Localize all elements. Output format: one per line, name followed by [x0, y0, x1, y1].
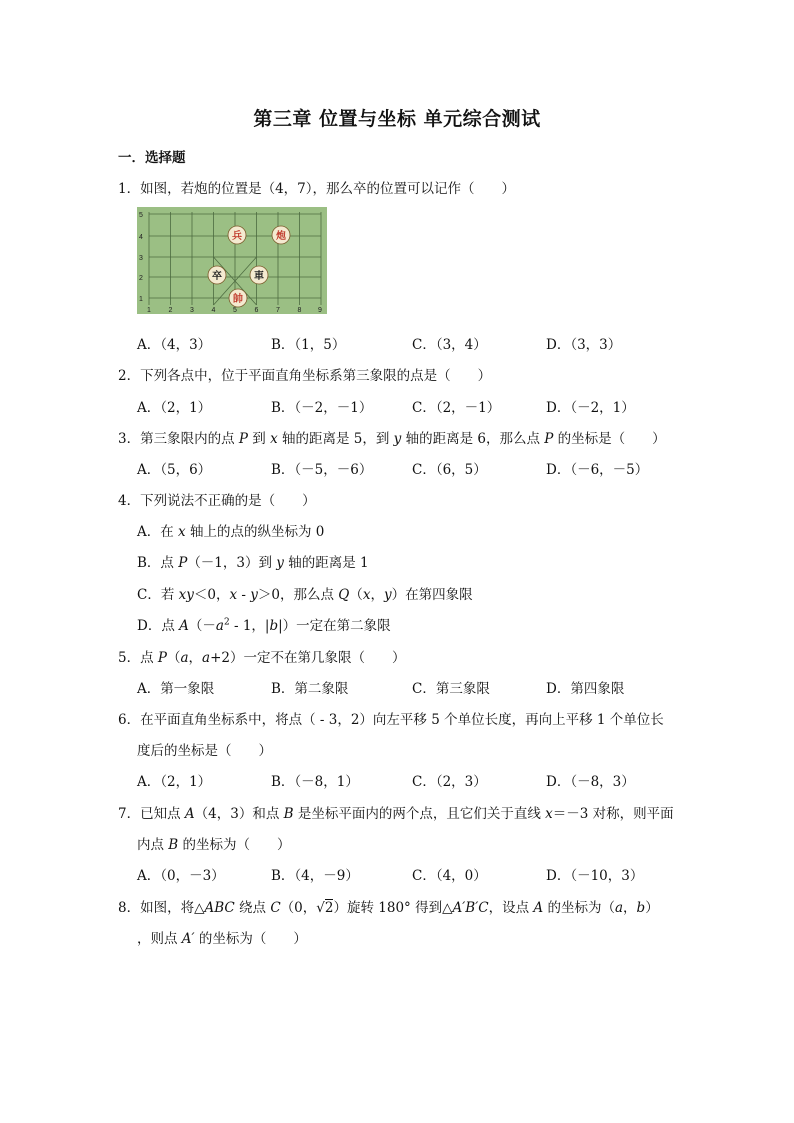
piece-ju-label: 車 [254, 271, 264, 282]
q4-option-a: A．在 x 轴上的点的纵坐标为 0 [137, 524, 325, 540]
col-label: 9 [318, 307, 322, 314]
q4-option-d: D．点 $A(-a^2 - 1$，|b|）一定在第二象限 [137, 617, 391, 634]
q2-option-c: C．（2，－1） [412, 400, 501, 416]
q7-option-c: C．（4，0） [412, 868, 487, 884]
document-title: 第三章 位置与坐标 单元综合测试 [253, 108, 541, 130]
q4-option-c: C．若 xy＜0，x - y＞0，那么点 Q（x，y）在第四象限 [137, 587, 473, 603]
piece-bing-label: 兵 [232, 231, 242, 242]
q7-option-a: A．（0，－3） [137, 868, 225, 884]
sqrt-radicand: 2 [324, 900, 334, 916]
q5-option-b: B．第二象限 [271, 681, 349, 697]
question-8-stem-line-2: ，则点 A′ 的坐标为（ ） [137, 931, 307, 947]
question-7-stem-line-2: 内点 B 的坐标为（ ） [137, 837, 291, 853]
q2-option-d: D．（－2，1） [546, 400, 635, 416]
question-6-stem-line-1: 6．在平面直角坐标系中，将点（ - 3，2）向左平移 5 个单位长度，再向上平移 1 个单位长 [118, 712, 664, 728]
q2-option-b: B．（－2，－1） [271, 400, 373, 416]
col-label: 1 [147, 307, 151, 314]
q3-option-c: C．（6，5） [412, 462, 487, 478]
piece-pao-label: 炮 [276, 231, 286, 242]
q3-option-b: B．（－5，－6） [271, 462, 373, 478]
col-label: 3 [190, 307, 194, 314]
question-7-stem-line-1: 7．已知点 A（4，3）和点 B 是坐标平面内的两个点，且它们关于直线 x＝－3 对称，则平面 [118, 806, 674, 822]
question-1-stem: 1．如图，若炮的位置是（4，7），那么卒的位置可以记作（ ） [118, 181, 516, 197]
piece-shuai-label: 帥 [233, 294, 243, 305]
col-label: 6 [254, 307, 259, 314]
col-label: 7 [276, 307, 280, 314]
q6-option-a: A．（2，1） [137, 774, 212, 790]
question-4-stem: 4．下列说法不正确的是（ ） [118, 493, 316, 509]
col-label: 2 [168, 307, 173, 314]
q3-option-a: A．（5，6） [137, 462, 212, 478]
col-label: 4 [211, 307, 216, 314]
q3-option-d: D．（－6，－5） [546, 462, 649, 478]
q7-option-d: D．（－10，3） [546, 868, 644, 884]
question-5-stem: 5．点 P（a，a+2）一定不在第几象限（ ） [118, 650, 406, 666]
row-label: 5 [139, 212, 143, 219]
question-2-stem: 2．下列各点中，位于平面直角坐标系第三象限的点是（ ） [118, 368, 492, 384]
q6-option-c: C．（2，3） [412, 774, 487, 790]
row-label: 3 [139, 255, 143, 262]
col-label: 8 [297, 307, 302, 314]
q4-option-b: B．点 P（－1，3）到 y 轴的距离是 1 [137, 555, 369, 571]
q6-option-b: B．（－8，1） [271, 774, 359, 790]
col-label: 5 [233, 307, 237, 314]
question-8-stem-line-1: 8．如图，将△ABC 绕点 C（0，√2）旋转 180° 得到△A′B′C，设点 A 的坐标为（a，b） [118, 900, 659, 916]
chess-board-figure [137, 207, 327, 314]
q7-option-b: B．（4，－9） [271, 868, 359, 884]
q1-option-b: B．（1，5） [271, 337, 346, 353]
sqrt-symbol: √ [316, 900, 325, 916]
question-6-stem-line-2: 度后的坐标是（ ） [137, 743, 272, 759]
piece-zu-label: 卒 [212, 271, 222, 282]
question-3-stem: 3．第三象限内的点 P 到 x 轴的距离是 5，到 y 轴的距离是 6，那么点 P 的坐标是（ ） [118, 431, 666, 447]
q5-option-a: A．第一象限 [137, 681, 215, 697]
q1-option-d: D．（3，3） [546, 337, 622, 353]
row-label: 4 [139, 234, 143, 241]
q2-option-a: A．（2，1） [137, 400, 212, 416]
q1-option-a: A．（4，3） [137, 337, 212, 353]
section-heading: 一．选择题 [118, 150, 186, 166]
q1-option-c: C．（3，4） [412, 337, 487, 353]
q6-option-d: D．（－8，3） [546, 774, 635, 790]
q5-option-d: D．第四象限 [546, 681, 625, 697]
row-label: 1 [139, 296, 143, 303]
q5-option-c: C．第三象限 [412, 681, 490, 697]
row-label: 2 [139, 275, 143, 282]
